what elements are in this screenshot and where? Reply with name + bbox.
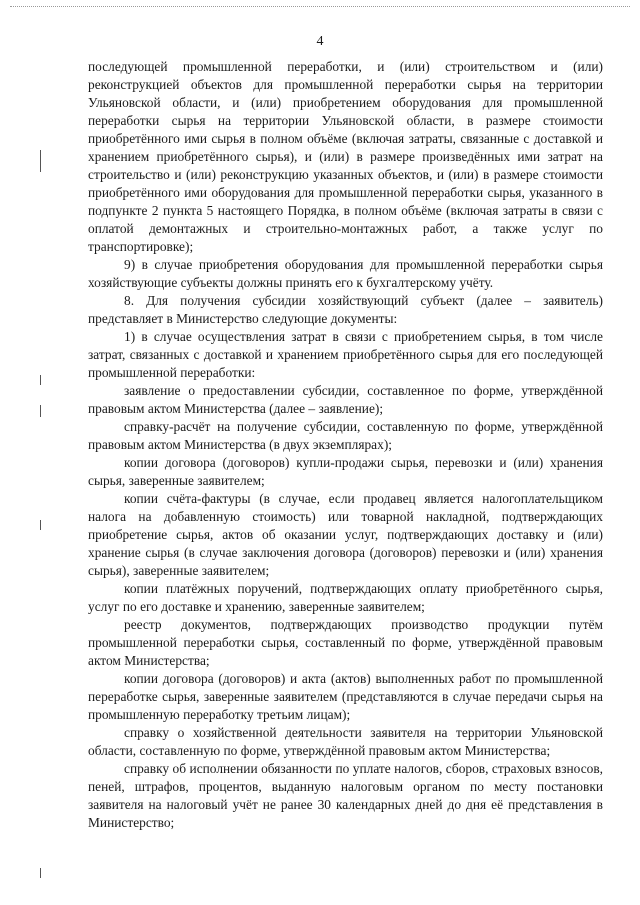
paragraph-subitem-1: 1) в случае осуществления затрат в связи с приобретением сырья, в том числе затрат, связанных с доставкой и хранением приобретённого сырья для его последующей промышленной переработки: [88,329,603,380]
list-item: копии договора (договоров) купли-продажи сырья, перевозки и (или) хранения сырья, заверенные заявителем; [88,455,603,488]
list-item: копии договора (договоров) и акта (актов) выполненных работ по промышленной переработке сырья, заверенные заявителем (представляются в случае передачи сырья на промышленную переработку третьим лицам); [88,671,603,722]
scan-edge-noise [10,6,630,9]
list-item: реестр документов, подтверждающих производство продукции путём промышленной переработки сырья, составленный по форме, утверждённой правовым актом Министерства; [88,617,603,668]
list-item: справку о хозяйственной деятельности заявителя на территории Ульяновской области, составленную по форме, утверждённой правовым актом Министерства; [88,725,603,758]
list-item: заявление о предоставлении субсидии, составленное по форме, утверждённой правовым актом Министерства (далее – заявление); [88,383,603,416]
scan-mark [40,405,41,417]
scan-mark [40,520,41,530]
paragraph-continuation: последующей промышленной переработки, и (или) строительством и (или) реконструкцией объектов для промышленной переработки сырья на территории Ульяновской области, и (или) приобретением оборудования для промышленной переработки сырья на территории Ульяновской области, в размере стоимости приобретённого ими сырья в полном объёме (включая затраты, связанные с доставкой и хранением приобретённого сырья), и (или) в размере произведённых ими затрат на строительство и (или) реконструкцию указанных объектов, и (или) в размере стоимости приобретённого ими оборудования для промышленной переработки сырья, указанного в подпункте 2 пункта 5 настоящего Порядка, в полном объёме (включая затраты в связи с оплатой демонтажных и строительно-монтажных работ, а также услуг по транспортировке); [88,59,603,254]
scan-mark [40,868,41,878]
list-item: копии платёжных поручений, подтверждающих оплату приобретённого сырья, услуг по его доставке и хранению, заверенные заявителем; [88,581,603,614]
paragraph-section-8: 8. Для получения субсидии хозяйствующий субъект (далее – заявитель) представляет в Министерство следующие документы: [88,293,603,326]
list-item: копии счёта-фактуры (в случае, если продавец является налогоплательщиком налога на добавленную стоимость) или товарной накладной, подтверждающих приобретение сырья, актов об оказании услуг, подтверждающих доставку и (или) хранение сырья (в случае заключения договора (договоров) перевозки и (или) хранения сырья), заверенные заявителем; [88,491,603,578]
list-item: справку-расчёт на получение субсидии, составленную по форме, утверждённой правовым актом Министерства (в двух экземплярах); [88,419,603,452]
paragraph-item-9: 9) в случае приобретения оборудования для промышленной переработки сырья хозяйствующие субъекты должны принять его к бухгалтерскому учёту. [88,257,603,290]
page-number: 4 [316,34,324,49]
list-item: справку об исполнении обязанности по уплате налогов, сборов, страховых взносов, пеней, штрафов, процентов, выданную налоговым органом по месту постановки заявителя на налоговый учёт не ранее 30 календарных дней до дня её представления в Министерство; [88,761,603,830]
scan-mark [40,150,41,172]
scan-mark [40,375,41,385]
document-body [88,58,603,832]
